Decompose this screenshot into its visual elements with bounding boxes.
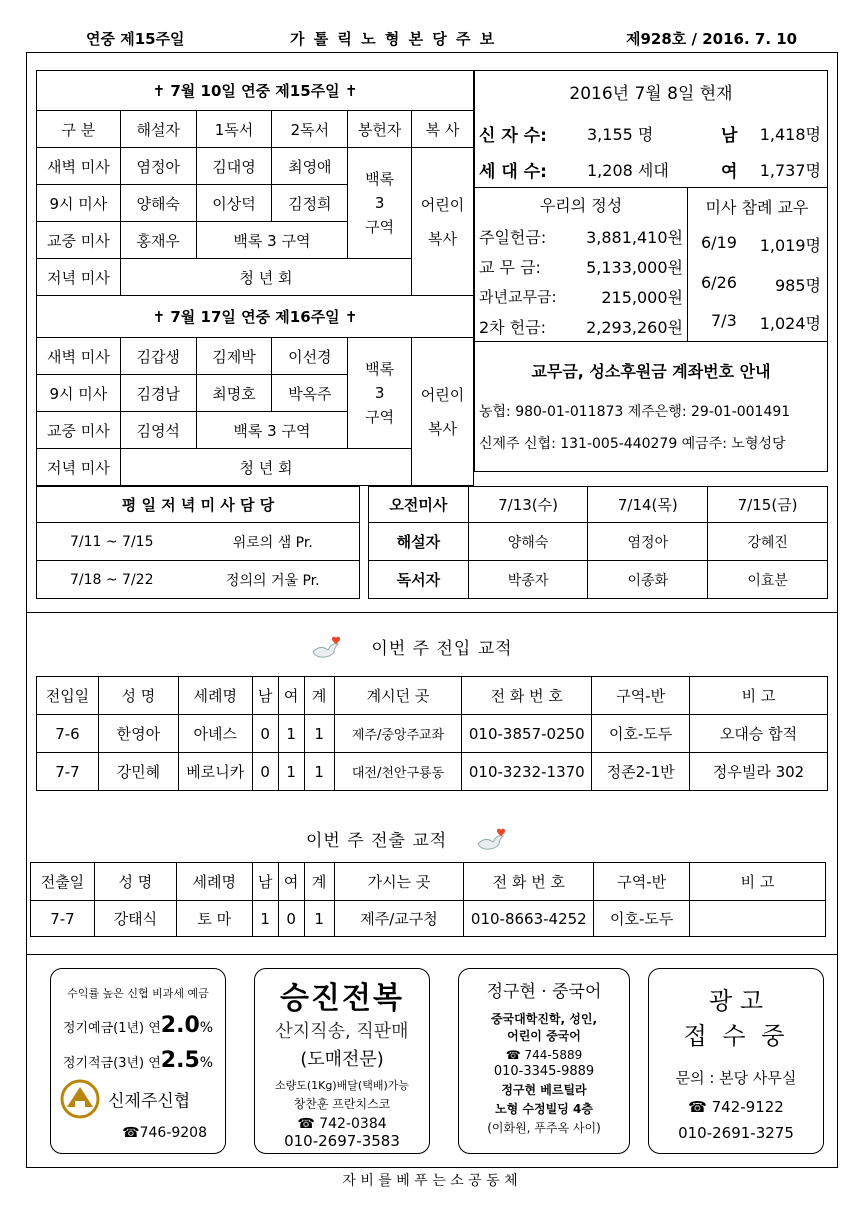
commentator: 염정아 (120, 148, 196, 185)
attendance-date: 7/3 (711, 311, 737, 330)
mass-label: 새벽 미사 (37, 338, 121, 375)
mass-label: 교중 미사 (37, 222, 121, 259)
table-cell: 010-3857-0250 (462, 715, 592, 753)
heart-icon (497, 829, 505, 836)
attendance-count: 1,019명 (759, 236, 821, 255)
attendance-date: 6/26 (701, 273, 737, 292)
commentator: 김경남 (120, 375, 196, 412)
reader1: 이상덕 (196, 185, 272, 222)
account-line: 신제주 신협: 131-005-440279 예금주: 노형성당 (479, 436, 786, 452)
heart-icon (332, 637, 340, 644)
week-label: 연중 제15주일 (86, 30, 185, 48)
role-label: 해설자 (369, 523, 469, 561)
offerer-line: 3 (374, 194, 385, 212)
ad-text: 노형 수정빌딩 4층 (495, 1102, 593, 1116)
transfer-in-title: 이번 주 전입 교적 (371, 639, 513, 659)
col-header: 여 (278, 863, 304, 901)
mass-label: 저녁 미사 (37, 259, 121, 296)
col-header: 복 사 (412, 111, 474, 148)
readers-group: 백록 3 구역 (196, 412, 348, 449)
attendance-date: 6/19 (701, 233, 737, 252)
ad-text: 중국대학진학, 성인, (490, 1012, 598, 1026)
col-header: 성 명 (98, 677, 178, 715)
ad-phone: 010-2691-3275 (678, 1124, 794, 1142)
offerer-line: 백록 (365, 170, 395, 188)
ad-pct: % (199, 1020, 214, 1036)
dove-icon (475, 828, 509, 854)
ad-phone: ☎746-9208 (122, 1125, 207, 1141)
commentator: 홍재우 (120, 222, 196, 259)
role-label: 독서자 (369, 561, 469, 599)
mass-label: 저녁 미사 (37, 449, 121, 486)
commentator: 김영석 (120, 412, 196, 449)
transfer-in-table (36, 676, 828, 791)
offerer-line: 백록 (365, 360, 395, 378)
table-cell: 1 (304, 753, 334, 791)
believers-label: 신 자 수: (479, 126, 547, 146)
ad-phone: ☎ 744-5889 (505, 1048, 583, 1062)
shinhyup-logo-icon (57, 1079, 103, 1119)
weekday-mass-table (36, 486, 360, 599)
ad-text: (이화원, 푸주옥 사이) (487, 1121, 601, 1135)
col-header: 1독서 (196, 111, 272, 148)
female-label: 여 (721, 162, 738, 182)
col-header: 비 고 (690, 677, 828, 715)
table-cell: 토 마 (176, 901, 252, 937)
footer-slogan: 자 비 를 베 푸 는 소 공 동 체 (342, 1173, 518, 1189)
ad-pct: % (199, 1055, 214, 1071)
morning-mass-table (368, 486, 828, 599)
table-cell: 7-7 (37, 753, 99, 791)
col-header: 전 화 번 호 (462, 677, 592, 715)
table-cell (690, 901, 826, 937)
ad-text: 어린이 중국어 (507, 1029, 581, 1043)
role-name: 이종화 (588, 561, 708, 599)
ad-text: 정기적금(3년) 연 (62, 1056, 161, 1071)
col-header: 남 (252, 677, 278, 715)
col-header: 해설자 (120, 111, 196, 148)
role-name: 강혜진 (708, 523, 828, 561)
ad-phone: 010-3345-9889 (493, 1064, 595, 1079)
server-line: 어린이 (420, 195, 465, 214)
reader1: 김제박 (196, 338, 272, 375)
ad-name: 정구현 · 중국어 (486, 982, 602, 1002)
col-header: 남 (252, 863, 278, 901)
mass-label: 새벽 미사 (37, 148, 121, 185)
col-header: 구역-반 (594, 863, 690, 901)
table-cell: 베로니카 (178, 753, 252, 791)
stats-date: 2016년 7월 8일 현재 (569, 84, 733, 104)
ad-text: 문의 : 본당 사무실 (675, 1069, 797, 1087)
schedule-title: ✝ 7월 10일 연중 제15주일 ✝ (37, 71, 474, 111)
ad-phone: ☎ 742-9122 (688, 1098, 784, 1116)
schedule-title: ✝ 7월 17일 연중 제16주일 ✝ (37, 296, 474, 338)
male-label: 남 (721, 126, 738, 146)
offering-label: 과년교무금: (479, 288, 557, 306)
table-cell: 0 (252, 753, 278, 791)
col-header: 세례명 (176, 863, 252, 901)
male-value: 1,418명 (759, 125, 821, 144)
offering-title: 우리의 정성 (539, 196, 623, 215)
offerer-cell (348, 148, 412, 259)
server-cell (412, 148, 474, 296)
stats-panel (474, 70, 828, 472)
table-cell: 대전/천안구룡동 (334, 753, 462, 791)
table-cell: 제주/교구청 (334, 901, 464, 937)
table-cell: 0 (252, 715, 278, 753)
col-header: 계 (304, 677, 334, 715)
ad-name: 승진전복 (280, 981, 404, 1016)
female-value: 1,737명 (759, 161, 821, 180)
ad-text: 소량도(1Kg)배달(택배)가능 (275, 1079, 409, 1092)
ad-text: 정구현 베르틸라 (501, 1083, 587, 1097)
col-header: 세례명 (178, 677, 252, 715)
ad-text: 수익률 높은 신협 비과세 예금 (67, 987, 209, 1000)
ad-savings-line (51, 1048, 225, 1073)
mass-label: 9시 미사 (37, 185, 121, 222)
offerer-line: 구역 (365, 408, 395, 426)
table-cell: 0 (278, 901, 304, 937)
col-header: 전출일 (31, 863, 95, 901)
server-line: 복사 (428, 229, 458, 248)
ad-brand (51, 1079, 225, 1125)
col-header: 가시는 곳 (334, 863, 464, 901)
ad-placeholder (648, 968, 824, 1154)
ad-text: (도매전문) (300, 1049, 384, 1070)
server-line: 복사 (428, 419, 458, 438)
table-cell: 아녜스 (178, 715, 252, 753)
ad-rate: 2.5 (160, 1048, 200, 1073)
offering-value: 5,133,000원 (586, 258, 683, 277)
table-cell: 010-3232-1370 (462, 753, 592, 791)
ad-title: 광 고 (709, 987, 763, 1015)
morning-date: 7/13(수) (468, 487, 588, 523)
ad-rate: 2.0 (160, 1013, 200, 1038)
youth-group: 청 년 회 (120, 259, 411, 296)
col-header: 2독서 (272, 111, 348, 148)
table-cell: 강태식 (94, 901, 176, 937)
ad-chinese-lesson (458, 968, 630, 1154)
divider (26, 954, 838, 955)
col-header: 성 명 (94, 863, 176, 901)
transfer-in-heading (310, 634, 513, 662)
table-cell: 오대승 합적 (690, 715, 828, 753)
weekday-title: 평 일 저 녁 미 사 담 당 (37, 487, 360, 523)
reader2: 박옥주 (272, 375, 348, 412)
morning-title: 오전미사 (369, 487, 469, 523)
issue-number: 제928호 / 2016. 7. 10 (626, 30, 798, 48)
commentator: 양해숙 (120, 185, 196, 222)
col-header: 전입일 (37, 677, 99, 715)
col-header: 봉헌자 (348, 111, 412, 148)
offering-label: 주일헌금: (479, 228, 547, 247)
offering-value: 215,000원 (601, 288, 683, 307)
commentator: 김갑생 (120, 338, 196, 375)
transfer-out-title: 이번 주 전출 교적 (306, 831, 448, 851)
believers-value: 3,155 명 (587, 125, 654, 144)
reader1: 김대영 (196, 148, 272, 185)
households-value: 1,208 세대 (587, 161, 669, 180)
week-range: 7/18 ~ 7/22 (37, 561, 187, 599)
table-cell: 이호-도두 (592, 715, 690, 753)
table-cell: 이호-도두 (594, 901, 690, 937)
col-header: 구역-반 (592, 677, 690, 715)
ad-title: 접 수 중 (683, 1022, 789, 1050)
transfer-out-heading (306, 826, 509, 854)
transfer-out-table (30, 862, 826, 937)
prayer-group: 위로의 샘 Pr. (187, 523, 360, 561)
table-cell: 정존2-1반 (592, 753, 690, 791)
server-cell (412, 338, 474, 486)
col-header: 비 고 (690, 863, 826, 901)
ad-text: 정기예금(1년) 연 (62, 1021, 161, 1036)
divider (475, 341, 827, 342)
table-cell: 1 (304, 715, 334, 753)
table-cell: 1 (304, 901, 334, 937)
col-header: 전 화 번 호 (464, 863, 594, 901)
table-cell: 1 (252, 901, 278, 937)
table-cell: 한영아 (98, 715, 178, 753)
ad-credit-union (50, 968, 226, 1154)
offerer-cell (348, 338, 412, 449)
attendance-count: 985명 (775, 276, 821, 295)
account-line: 농협: 980-01-011873 제주은행: 29-01-001491 (479, 404, 791, 420)
role-name: 염정아 (588, 523, 708, 561)
col-header: 구 분 (37, 111, 121, 148)
offering-value: 2,293,260원 (586, 318, 683, 337)
youth-group: 청 년 회 (120, 449, 411, 486)
table-cell: 010-8663-4252 (464, 901, 594, 937)
table-cell: 7-6 (37, 715, 99, 753)
prayer-group: 정의의 거울 Pr. (187, 561, 360, 599)
morning-date: 7/15(금) (708, 487, 828, 523)
mass-attendance-title: 미사 참례 교우 (705, 198, 809, 217)
offering-value: 3,881,410원 (586, 228, 683, 247)
mass-label: 9시 미사 (37, 375, 121, 412)
col-header: 계시던 곳 (334, 677, 462, 715)
divider (26, 612, 838, 613)
offerer-line: 3 (374, 384, 385, 402)
ad-name: 신제주신협 (108, 1091, 191, 1112)
table-cell: 정우빌라 302 (690, 753, 828, 791)
table-cell: 7-7 (31, 901, 95, 937)
dove-icon (310, 636, 344, 662)
account-title: 교무금, 성소후원금 계좌번호 안내 (531, 362, 771, 381)
reader2: 김정희 (272, 185, 348, 222)
bulletin-title: 가 톨 릭 노 형 본 당 주 보 (290, 30, 497, 48)
table-cell: 제주/중앙주교좌 (334, 715, 462, 753)
offering-label: 2차 헌금: (479, 318, 547, 337)
ad-abalone (254, 968, 430, 1154)
ad-text: 창찬훈 프란치스코 (293, 1097, 391, 1111)
divider (475, 187, 827, 188)
offering-label: 교 무 금: (479, 258, 541, 277)
reader2: 최영애 (272, 148, 348, 185)
role-name: 이효분 (708, 561, 828, 599)
offerer-line: 구역 (365, 218, 395, 236)
table-cell: 1 (278, 715, 304, 753)
attendance-count: 1,024명 (759, 314, 821, 333)
morning-date: 7/14(목) (588, 487, 708, 523)
role-name: 양해숙 (468, 523, 588, 561)
col-header: 계 (304, 863, 334, 901)
col-header: 여 (278, 677, 304, 715)
role-name: 박종자 (468, 561, 588, 599)
readers-group: 백록 3 구역 (196, 222, 348, 259)
ad-phone: 010-2697-3583 (284, 1132, 400, 1150)
ad-text: 산지직송, 직판매 (275, 1021, 409, 1042)
reader2: 이선경 (272, 338, 348, 375)
server-line: 어린이 (420, 385, 465, 404)
households-label: 세 대 수: (479, 162, 547, 182)
table-cell: 강민혜 (98, 753, 178, 791)
table-cell: 1 (278, 753, 304, 791)
reader1: 최명호 (196, 375, 272, 412)
week-range: 7/11 ~ 7/15 (37, 523, 187, 561)
mass-label: 교중 미사 (37, 412, 121, 449)
ad-deposit-line (51, 1013, 225, 1038)
mass-schedule-table (36, 70, 474, 486)
ad-phone: ☎ 742-0384 (297, 1116, 387, 1132)
